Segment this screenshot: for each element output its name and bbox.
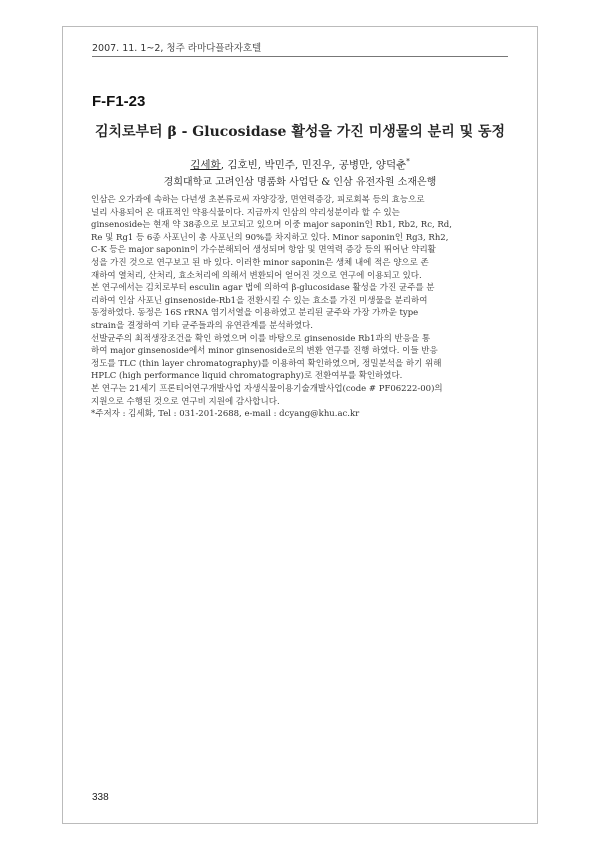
body-line: 본 연구는 21세기 프론티어연구개발사업 자생식물이용기술개발사업(code # PF06222-00)의 [91, 383, 443, 394]
abstract-body [91, 194, 511, 421]
body-line: Re 및 Rg1 등 6종 사포닌이 총 사포닌의 90%를 차지하고 있다. Minor saponin인 Rg3, Rh2, [91, 232, 449, 243]
body-line: 본 연구에서는 김치로부터 esculin agar 법에 의하여 β-glucosidase 활성을 가진 균주를 분 [91, 283, 435, 294]
body-line: C-K 등은 major saponin이 가수분해되어 생성되며 항암 및 면역력 증강 등의 뛰어난 약리활 [91, 245, 436, 256]
affiliation: 경희대학교 고려인삼 명품화 사업단 & 인삼 유전자원 소재은행 [163, 177, 437, 188]
body-line: 선발균주의 최적생장조건을 확인 하였으며 이를 바탕으로 ginsenoside Rb1과의 반응을 통 [91, 333, 431, 344]
body-line: 널리 사용되어 온 대표적인 약용식물이다. 지금까지 인삼의 약리성분이라 할 수 있는 [91, 207, 400, 218]
body-line: HPLC (high performance liquid chromatography)로 전환여부를 확인하였다. [91, 371, 403, 382]
body-line: 재하여 열처리, 산처리, 효소처리에 의해서 변환되어 얻어진 것으로 연구에 이용되고 있다. [91, 270, 422, 281]
header-rule [92, 56, 508, 57]
body-line: 성을 가진 것으로 연구보고 된 바 있다. 이러한 minor saponin은 생체 내에 적은 양으로 존 [91, 257, 429, 268]
body-line: 인삼은 오가과에 속하는 다년생 초본류로써 자양강장, 면연력증강, 피로회복 등의 효능으로 [91, 195, 425, 205]
first-author: 김세화 [190, 159, 221, 171]
body-line: 하여 major ginsenoside에서 minor ginsenoside로의 변환 연구를 진행 하였다. 이들 반응 [91, 346, 438, 357]
author-list [90, 157, 510, 172]
abstract-code: F-F1-23 [92, 93, 146, 110]
corresponding-mark: * [406, 157, 410, 166]
body-line: 동정하였다. 동정은 16S rRNA 염기서열을 이용하였고 분리된 균주와 가장 가까운 type [91, 308, 419, 319]
body-line: 리하여 인삼 사포닌 ginsenoside-Rb1을 전환시킬 수 있는 효소를 가진 미생물을 분리하여 [91, 295, 428, 306]
body-line: 정도를 TLC (thin layer chromatography)를 이용하여 확인하였으며, 정밀분석을 하기 위해 [91, 358, 442, 369]
paper-title: 김치로부터 β - Glucosidase 활성을 가진 미생물의 분리 및 동정 [94, 124, 506, 140]
page-frame [62, 26, 538, 824]
running-header: 2007. 11. 1~2, 청주 라마다플라자호텔 [92, 43, 262, 54]
body-line: *주저자 : 김세화, Tel : 031-201-2688, e-mail : dcyang@khu.ac.kr [91, 409, 360, 420]
body-line: ginsenoside는 현재 약 38종으로 보고되고 있으며 이중 major saponin인 Rb1, Rb2, Rc, Rd, [91, 220, 452, 231]
other-authors: , 김호빈, 박민주, 민진우, 공병만, 양덕춘 [220, 159, 407, 171]
body-line: strain을 결정하여 기타 균주들과의 유연관계를 분석하였다. [91, 320, 313, 331]
page-number: 338 [92, 792, 109, 803]
body-line: 지원으로 수행된 것으로 연구비 지원에 감사합니다. [91, 396, 280, 407]
